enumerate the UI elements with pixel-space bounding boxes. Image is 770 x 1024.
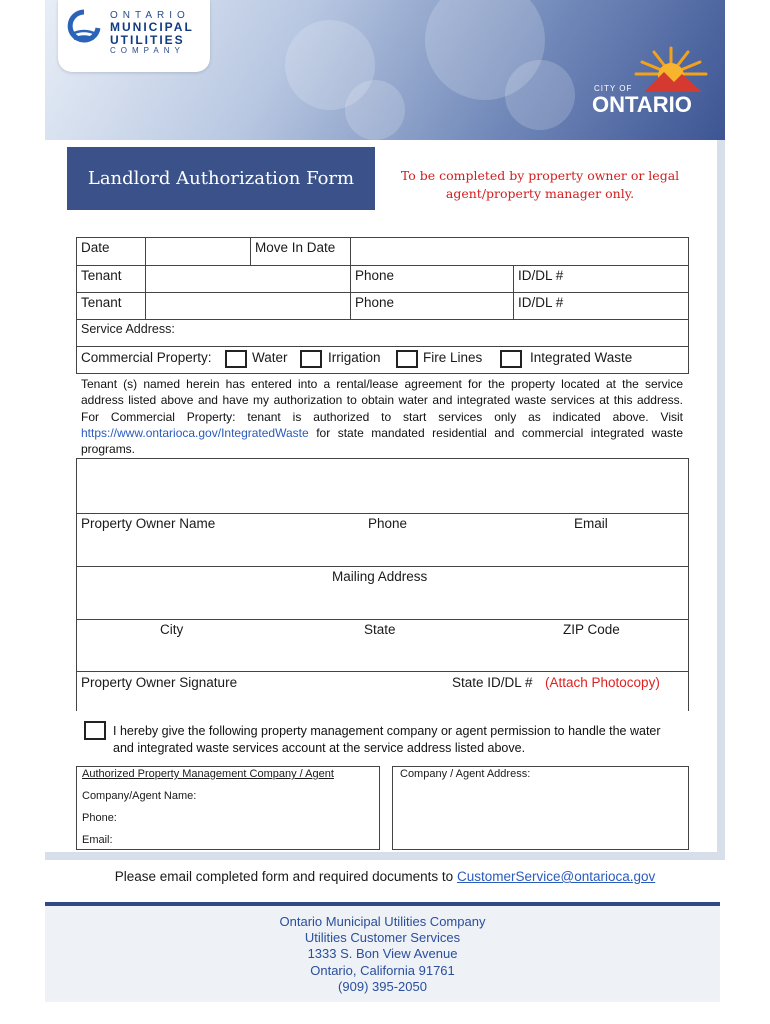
phone2-label: Phone (355, 295, 395, 310)
date-label: Date (81, 240, 110, 255)
water-option-label: Water (252, 350, 288, 365)
commercial-property-label: Commercial Property: (81, 350, 212, 365)
agent-address-label: Company / Agent Address: (400, 768, 531, 780)
iddl2-label: ID/DL # (518, 295, 564, 310)
logo-text-municipal: MUNICIPAL (110, 20, 194, 34)
footer-line: Utilities Customer Services (304, 930, 461, 946)
attach-photocopy-label: (Attach Photocopy) (545, 675, 660, 690)
permission-text: I hereby give the following property management company or agent permission to handle the water and integrated waste services account at the service address listed above. (113, 724, 661, 755)
tenant1-label: Tenant (81, 268, 122, 283)
footer-line: (909) 395-2050 (338, 978, 427, 994)
iddl2-field[interactable] (513, 292, 689, 320)
email-instruction-text: Please email completed form and required documents to (114, 869, 454, 884)
integrated-waste-link[interactable]: https://www.ontarioca.gov/IntegratedWaste (81, 425, 309, 440)
zip-label: ZIP Code (563, 622, 620, 637)
owner-name-label: Property Owner Name (81, 516, 216, 531)
paragraph-text: Tenant (s) named herein has entered into a rental/lease agreement for the property located at the service address listed above and have my authorization to obtain water and integrated waste services at this address. For Commercial Property: tenant is authorized to start services only as indicated above. Visit (81, 377, 683, 424)
completion-note: To be completed by property owner or legal agent/property manager only. (400, 168, 680, 201)
omuc-logo-icon (66, 8, 102, 48)
city-ontario-logo: ONTARIO (592, 92, 692, 117)
agent-email-label: Email: (82, 834, 113, 846)
city-of-label: CITY OF (594, 84, 633, 93)
paragraph-tail: for state mandated residential and commercial integrated waste programs. (81, 425, 683, 457)
omuc-logo (58, 0, 210, 72)
water-checkbox[interactable] (225, 350, 247, 368)
email-instruction (0, 869, 770, 884)
logo-text-ontario: ONTARIO (110, 10, 190, 21)
tenant2-field[interactable] (145, 292, 351, 320)
state-id-label: State ID/DL # (452, 675, 533, 690)
integrated-waste-checkbox[interactable] (500, 350, 522, 368)
phone2-field[interactable] (350, 292, 514, 320)
integrated-waste-option-label: Integrated Waste (530, 350, 633, 365)
customer-service-email-link[interactable]: CustomerService@ontarioca.gov (456, 869, 656, 884)
fire-lines-checkbox[interactable] (396, 350, 418, 368)
footer-line: Ontario, California 91761 (310, 962, 455, 978)
owner-phone-label: Phone (368, 516, 408, 531)
iddl1-label: ID/DL # (518, 268, 564, 283)
service-address-label: Service Address: (81, 322, 175, 336)
owner-email-label: Email (574, 516, 608, 531)
city-label: City (160, 622, 184, 637)
iddl1-field[interactable] (513, 265, 689, 293)
mailing-address-label: Mailing Address (332, 569, 428, 584)
owner-signature-label: Property Owner Signature (81, 675, 238, 690)
phone1-label: Phone (355, 268, 395, 283)
date-field[interactable] (145, 237, 251, 266)
banner-bokeh (505, 60, 575, 130)
logo-text-utilities: UTILITIES (110, 33, 185, 47)
date-label-cell (76, 237, 146, 266)
agent-header: Authorized Property Management Company / Agent (82, 768, 334, 780)
footer (45, 906, 720, 1002)
phone1-field[interactable] (350, 265, 514, 293)
owner-blank-row[interactable] (76, 458, 689, 514)
irrigation-option-label: Irrigation (328, 350, 381, 365)
move-in-label: Move In Date (255, 240, 336, 255)
logo-text-company: COMPANY (110, 46, 185, 55)
tenant1-field[interactable] (145, 265, 351, 293)
fire-lines-option-label: Fire Lines (423, 350, 483, 365)
form-title: Landlord Authorization Form (67, 147, 375, 210)
tenant1-label-cell (76, 265, 146, 293)
irrigation-checkbox[interactable] (300, 350, 322, 368)
permission-checkbox[interactable] (84, 721, 106, 740)
agent-phone-label: Phone: (82, 812, 117, 824)
agent-name-label: Company/Agent Name: (82, 790, 197, 802)
move-in-date-field[interactable] (350, 237, 689, 266)
service-address-field[interactable] (76, 319, 689, 347)
authorization-paragraph (81, 376, 683, 457)
footer-line: 1333 S. Bon View Avenue (307, 946, 458, 962)
state-label: State (364, 622, 396, 637)
footer-line: Ontario Municipal Utilities Company (279, 914, 486, 929)
tenant2-label: Tenant (81, 295, 122, 310)
banner-bokeh (345, 80, 405, 140)
tenant2-label-cell (76, 292, 146, 320)
move-in-label-cell (250, 237, 351, 266)
